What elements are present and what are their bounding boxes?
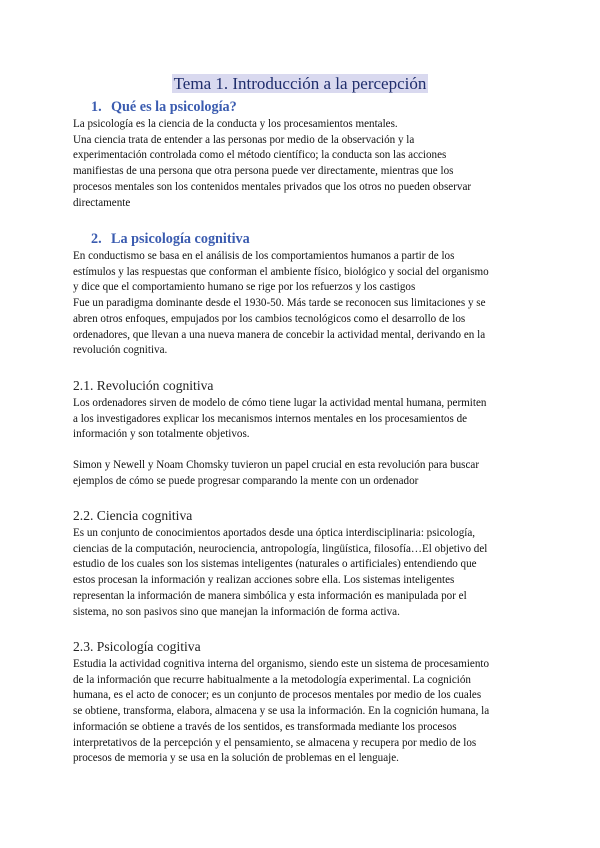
text-line: directamente <box>73 196 131 209</box>
document-title: Tema 1. Introducción a la percepción <box>173 74 427 93</box>
text-line: ciencias de la computación, neurociencia, antropología, lingüística, filosofía…El objetivo del <box>73 542 488 555</box>
text-line: procesos mentales son los contenidos mentales privados que los otros no pueden observar <box>73 180 472 193</box>
section-1-title: Qué es la psicología? <box>111 99 237 115</box>
text-line: interpretativos de la percepción y el pensamiento, se almacena y recupera por medio de los <box>73 736 477 749</box>
text-line: se obtiene, transforma, elabora, almacena y se usa la información. En la cognición humana, la <box>73 705 490 718</box>
text-line: Una ciencia trata de entender a las personas por medio de la observación y la <box>73 133 415 146</box>
text-line: información se obtiene a través de los sentidos, es transformada mediante los procesos <box>73 720 457 733</box>
text-line: y dice que el comportamiento humano se rige por los refuerzos y los castigos <box>73 281 416 294</box>
text-line: Es un conjunto de conocimientos aportados desde una óptica interdisciplinaria: psicología, <box>73 527 476 539</box>
text-line: humana, es el acto de conocer; es un conjunto de procesos mentales por medio de los cuales <box>73 689 482 702</box>
text-line: experimentación controlada como el método científico; la conducta son las acciones <box>73 149 447 162</box>
section-2-2-heading: 2.2. Ciencia cognitiva <box>73 508 193 523</box>
section-2-3-heading: 2.3. Psicología cogitiva <box>73 639 201 654</box>
text-line: de la información que recurre habitualmente a la metodología experimental. La cognición <box>73 673 471 686</box>
text-line: Los ordenadores sirven de modelo de cómo tiene lugar la actividad mental humana, permiten <box>73 397 487 409</box>
document-title-wrap <box>0 72 600 96</box>
text-line: Simon y Newell y Noam Chomsky tuvieron un papel crucial en esta revolución para buscar <box>73 459 480 471</box>
section-2-body <box>73 249 533 359</box>
section-2-title: La psicología cognitiva <box>111 231 250 247</box>
section-2-1-body-a <box>73 396 533 443</box>
section-2-1-heading: 2.1. Revolución cognitiva <box>73 378 214 393</box>
text-line: estímulos y las respuestas que conforman el ambiente físico, biológico y social del organismo <box>73 265 489 278</box>
text-line: En conductismo se basa en el análisis de los comportamientos humanos a partir de los <box>73 250 455 262</box>
text-line: La psicología es la ciencia de la conducta y los procesamientos mentales. <box>73 118 398 130</box>
section-2-heading <box>91 229 250 249</box>
text-line: estos procesan la información y realizan acciones sobre ella. Los sistemas inteligentes <box>73 574 455 587</box>
section-2-3-body <box>73 657 533 767</box>
section-1-body <box>73 117 533 211</box>
text-line: manifiestas de una persona que otra persona puede ver directamente, mientras que los <box>73 165 454 178</box>
text-line: ejemplos de cómo se puede progresar comparando la mente con un ordenador <box>73 474 419 487</box>
text-line: Estudia la actividad cognitiva interna del organismo, siendo este un sistema de procesamiento <box>73 658 490 670</box>
section-2-1-body-b <box>73 458 533 489</box>
section-1-heading <box>91 97 237 117</box>
text-line: a los investigadores explicar los mecanismos internos mentales en los procesamientos de <box>73 412 468 425</box>
text-line: estudio de los cuales son los sistemas inteligentes (naturales o artificiales) entendiendo que <box>73 558 477 571</box>
section-2-2-body <box>73 526 533 620</box>
text-line: sistema, no son pasivos sino que manejan la información de forma activa. <box>73 605 400 618</box>
text-line: ordenadores, que llevan a una nueva manera de concebir la actividad mental, derivando en la <box>73 328 486 341</box>
text-line: representan la información de manera simbólica y esta información es manipulada por el <box>73 589 467 602</box>
text-line: revolución cognitiva. <box>73 344 168 357</box>
text-line: abren otros enfoques, empujados por los cambios tecnológicos como el desarrollo de los <box>73 312 466 325</box>
text-line: procesos de memoria y se usa en la solución de problemas en el lenguaje. <box>73 752 399 765</box>
section-1-number: 1. <box>91 99 102 115</box>
section-2-number: 2. <box>91 231 102 247</box>
text-line: Fue un paradigma dominante desde el 1930-50. Más tarde se reconocen sus limitaciones y se <box>73 297 486 310</box>
text-line: información y son totalmente objetivos. <box>73 428 250 441</box>
